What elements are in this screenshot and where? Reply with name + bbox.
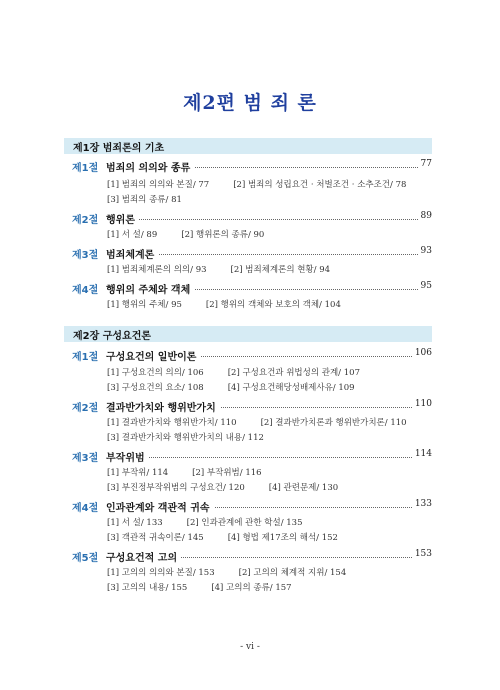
section-title: 행위의 주체와 객체 bbox=[106, 281, 194, 296]
toc-section[interactable] bbox=[72, 548, 432, 564]
subsection-line bbox=[107, 531, 362, 543]
subsection-line bbox=[107, 581, 316, 593]
chapter-label: 제2장 구성요건론 bbox=[73, 331, 152, 342]
section-title: 부작위범 bbox=[106, 449, 149, 464]
section-number: 제4절 bbox=[72, 503, 99, 514]
section-number: 제3절 bbox=[72, 453, 99, 464]
subsection-line bbox=[107, 466, 286, 478]
section-number: 제5절 bbox=[72, 553, 99, 564]
subsection-item: [3] 범죄의 종류/ 81 bbox=[107, 195, 182, 205]
subsection-line bbox=[107, 263, 354, 275]
page-number: 89 bbox=[418, 211, 432, 221]
toc-section[interactable] bbox=[72, 245, 432, 261]
subsection-item: [2] 구성요건과 위법성의 관계/ 107 bbox=[227, 368, 360, 378]
page-number: 95 bbox=[418, 281, 432, 291]
subsection-line bbox=[107, 566, 370, 578]
subsection-item: [1] 서 설/ 89 bbox=[107, 230, 158, 240]
subsection-item: [2] 범죄의 성립요건 · 처벌조건 · 소추조건/ 78 bbox=[233, 180, 407, 190]
dot-leader bbox=[106, 457, 418, 458]
subsection-item: [1] 범죄의 의의와 본질/ 77 bbox=[107, 180, 210, 190]
page-number: 77 bbox=[418, 159, 432, 169]
subsection-line bbox=[107, 366, 384, 378]
subsection-item: [1] 고의의 의의와 본질/ 153 bbox=[107, 568, 215, 578]
page-number: 114 bbox=[412, 449, 432, 459]
page-number: 106 bbox=[412, 348, 432, 358]
section-number: 제2절 bbox=[72, 215, 99, 226]
subsection-line bbox=[107, 516, 327, 528]
subsection-line bbox=[107, 381, 379, 393]
chapter-label: 제1장 범죄론의 기초 bbox=[73, 143, 165, 154]
toc-section[interactable] bbox=[72, 347, 432, 363]
subsection-line bbox=[107, 416, 431, 428]
page-number: 133 bbox=[412, 499, 432, 509]
subsection-item: [2] 고의의 체계적 지위/ 154 bbox=[238, 568, 347, 578]
section-title: 결과반가치와 행위반가치 bbox=[106, 399, 220, 414]
subsection-item: [4] 구성요건해당성배제사유/ 109 bbox=[227, 383, 355, 393]
subsection-item: [3] 객관적 귀속이론/ 145 bbox=[107, 533, 204, 543]
page-number: 110 bbox=[412, 399, 432, 409]
subsection-item: [4] 고의의 종류/ 157 bbox=[211, 583, 292, 593]
subsection-item: [3] 고의의 내용/ 155 bbox=[107, 583, 188, 593]
section-title: 구성요건의 일반이론 bbox=[106, 348, 200, 363]
subsection-line bbox=[107, 178, 430, 190]
subsection-item: [4] 형법 제17조의 해석/ 152 bbox=[227, 533, 338, 543]
subsection-item: [1] 구성요건의 의의/ 106 bbox=[107, 368, 204, 378]
toc-section[interactable] bbox=[72, 398, 432, 414]
section-title: 범죄의 의의와 종류 bbox=[106, 159, 194, 174]
toc-section[interactable] bbox=[72, 158, 432, 174]
subsection-item: [1] 결과반가치와 행위반가치/ 110 bbox=[107, 418, 237, 428]
subsection-item: [1] 서 설/ 133 bbox=[107, 518, 163, 528]
subsection-item: [4] 관련문제/ 130 bbox=[268, 483, 339, 493]
subsection-item: [3] 구성요건의 요소/ 108 bbox=[107, 383, 204, 393]
section-number: 제1절 bbox=[72, 352, 99, 363]
chapter-header bbox=[64, 326, 432, 342]
section-number: 제4절 bbox=[72, 285, 99, 296]
subsection-item: [2] 인과관계에 관한 학설/ 135 bbox=[186, 518, 303, 528]
subsection-item: [2] 결과반가치론과 행위반가치론/ 110 bbox=[260, 418, 407, 428]
toc-section[interactable] bbox=[72, 498, 432, 514]
section-number: 제2절 bbox=[72, 403, 99, 414]
toc-section[interactable] bbox=[72, 210, 432, 226]
subsection-line bbox=[107, 228, 288, 240]
page-number: 153 bbox=[412, 549, 432, 559]
subsection-item: [1] 범죄체계론의 의의/ 93 bbox=[107, 265, 207, 275]
section-title: 구성요건적 고의 bbox=[106, 549, 181, 564]
chapter-header bbox=[64, 138, 432, 154]
subsection-item: [3] 부진정부작위범의 구성요건/ 120 bbox=[107, 483, 245, 493]
subsection-item: [1] 행위의 주체/ 95 bbox=[107, 300, 182, 310]
subsection-line bbox=[107, 193, 206, 205]
toc-section[interactable] bbox=[72, 280, 432, 296]
subsection-line bbox=[107, 431, 288, 443]
subsection-line bbox=[107, 481, 362, 493]
subsection-item: [2] 범죄체계론의 현황/ 94 bbox=[230, 265, 331, 275]
subsection-line bbox=[107, 298, 365, 310]
section-number: 제1절 bbox=[72, 163, 99, 174]
subsection-item: [2] 부작위범/ 116 bbox=[192, 468, 262, 478]
section-number: 제3절 bbox=[72, 250, 99, 261]
subsection-item: [1] 부작위/ 114 bbox=[107, 468, 169, 478]
toc-section[interactable] bbox=[72, 448, 432, 464]
subsection-item: [2] 행위론의 종류/ 90 bbox=[181, 230, 265, 240]
section-title: 인과관계와 객관적 귀속 bbox=[106, 499, 214, 514]
section-title: 행위론 bbox=[106, 211, 139, 226]
part-title: 제2편 범 죄 론 bbox=[183, 92, 317, 114]
page-number: 93 bbox=[418, 246, 432, 256]
dot-leader bbox=[106, 219, 418, 220]
subsection-item: [3] 결과반가치와 행위반가치의 내용/ 112 bbox=[107, 433, 264, 443]
page-footer: - vi - bbox=[240, 642, 260, 652]
subsection-item: [2] 행위의 객체와 보호의 객체/ 104 bbox=[205, 300, 341, 310]
section-title: 범죄체계론 bbox=[106, 246, 158, 261]
